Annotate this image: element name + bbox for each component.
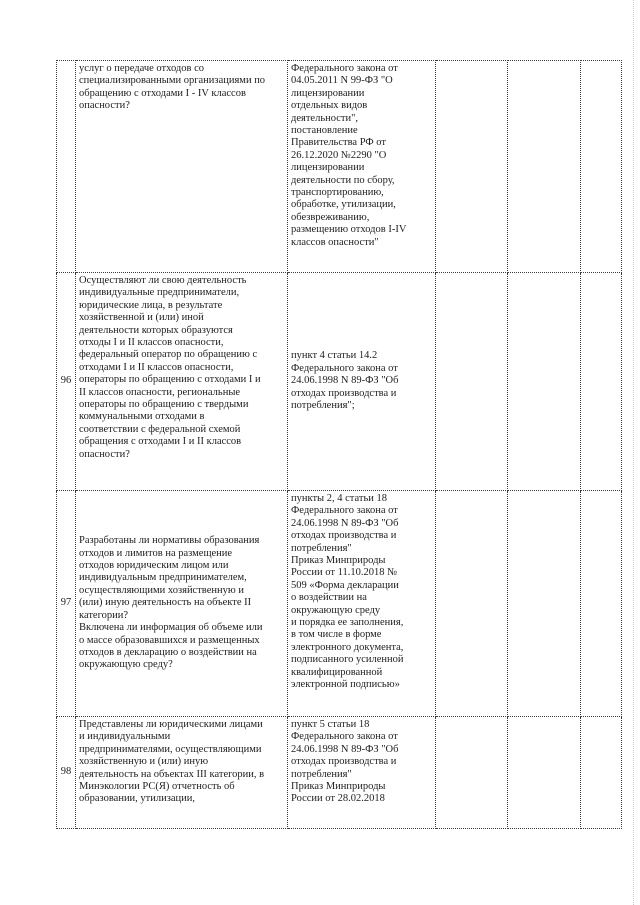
table-row [57, 717, 622, 829]
empty-cell [581, 273, 622, 491]
legal-basis-cell: пункт 5 статьи 18 Федерального закона от 24.06.1998 N 89-ФЗ "Об отходах производства и потребления" Приказ Минприроды России от 28.02.2018 [288, 717, 436, 829]
question-cell: Разработаны ли нормативы образования отходов и лимитов на размещение отходов юридическим лицом или индивидуальным предпринимателем, осуществляющими хозяйственную и (или) иную деятельность на объекте II категории? Включена ли информация об объеме или о массе образовавшихся и размещенных отходов в декларацию о воздействии на окружающую среду? [76, 491, 288, 717]
empty-cell [508, 717, 581, 829]
table-row [57, 273, 622, 491]
empty-cell [581, 717, 622, 829]
empty-cell [508, 61, 581, 273]
empty-cell [436, 273, 508, 491]
question-cell: Осуществляют ли свою деятельность индивидуальные предприниматели, юридические лица, в результате хозяйственной и (или) иной деятельности которых образуются отходы I и II классов опасности, федеральный оператор по обращению с отходами I и II классов опасности, операторы по обращению с отходами I и II классов опасности, региональные операторы по обращению с твердыми коммунальными отходами в соответствии с федеральной схемой обращения с отходами I и II классов опасности? [76, 273, 288, 491]
empty-cell [436, 717, 508, 829]
question-cell: Представлены ли юридическими лицами и индивидуальными предпринимателями, осуществляющими хозяйственную и (или) иную деятельность на объектах III категории, в Минэкологии РС(Я) отчетность об образовании, утилизации, [76, 717, 288, 829]
row-number: 97 [57, 491, 76, 717]
empty-cell [436, 61, 508, 273]
empty-cell [581, 61, 622, 273]
legal-basis-cell: пункты 2, 4 статьи 18 Федерального закона от 24.06.1998 N 89-ФЗ "Об отходах производства и потребления" Приказ Минприроды России от 11.10.2018 № 509 «Форма декларации о воздействии на окружающую среду и порядка ее заполнения, в том числе в форме электронного документа, подписанного усиленной квалифицированной электронной подписью» [288, 491, 436, 717]
checklist-table [56, 60, 622, 829]
empty-cell [436, 491, 508, 717]
legal-basis-cell: Федерального закона от 04.05.2011 N 99-ФЗ "О лицензировании отдельных видов деятельности", постановление Правительства РФ от 26.12.2020 №2290 "О лицензировании деятельности по сбору, транспортированию, обработке, утилизации, обезвреживанию, размещению отходов I-IV классов опасности" [288, 61, 436, 273]
empty-cell [581, 491, 622, 717]
scan-edge-line [632, 0, 634, 905]
legal-basis-cell: пункт 4 статьи 14.2 Федерального закона от 24.06.1998 N 89-ФЗ "Об отходах производства и потребления"; [288, 273, 436, 491]
empty-cell [508, 491, 581, 717]
row-number: 98 [57, 717, 76, 829]
row-number [57, 61, 76, 273]
row-number: 96 [57, 273, 76, 491]
question-cell: услуг о передаче отходов со специализированными организациями по обращению с отходами I - IV классов опасности? [76, 61, 288, 273]
table-row [57, 491, 622, 717]
table-row [57, 61, 622, 273]
empty-cell [508, 273, 581, 491]
